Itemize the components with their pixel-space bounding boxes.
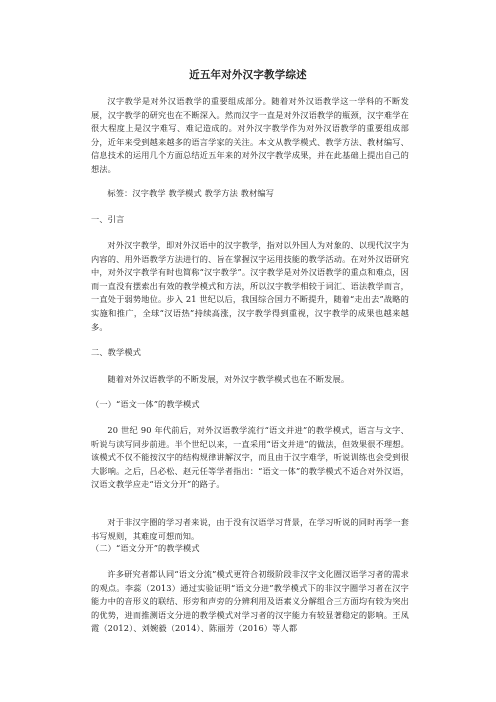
subsection-heading-unified-mode: （一）“语文一体”的教学模式 bbox=[91, 399, 200, 409]
teaching-mode-paragraph: 随着对外汉语教学的不断发展，对外汉字教学模式也在不断发展。 bbox=[107, 374, 350, 384]
subsection-heading-separated-mode: （二）“语文分开”的教学模式 bbox=[91, 543, 200, 553]
section-heading-teaching-mode: 二、教学模式 bbox=[91, 347, 142, 357]
introduction-paragraph: 对外汉字教学，即对外汉语中的汉字教学，指对以外国人为对象的、以现代汉字为内容的、用外语教学方法进行的、旨在掌握汉字运用技能的教学活动。在对外汉语研究中，对外汉字教学有时也简称“汉字教学”。汉字教学是对外汉语教学的重点和难点，因而一直没有摆索出有效的教学模式和方法，所以汉字教学相较于词汇、语法教学而言，一直处于弱势地位。步入 21 世纪以后，我国综合国力不断提升，随着“走出去”战略的实施和推广，全球“汉语热”持续高涨，汉字教学得到重视，汉字教学的成果也越来越多。 bbox=[91, 240, 409, 332]
section-heading-introduction: 一、引言 bbox=[91, 214, 125, 224]
document-title: 近五年对外汉字教学综述 bbox=[189, 69, 307, 81]
unified-mode-paragraph: 20 世纪 90 年代前后，对外汉语教学流行“语文并进”的教学模式，语言与文字、听说与读写同步前进。半个世纪以来，一直采用“语文并进”的做法，但效果很不理想。该模式不仅不能按汉字的结构规律讲解汉字，而且由于汉字难学，听说训练也会受到很大影响。之后，吕必松、赵元任等学者指出：“语文一体”的教学模式不适合对外汉语，汉语文教学应走“语文分开”的路子。 bbox=[91, 425, 409, 490]
separated-mode-paragraph: 许多研究者都认同“语文分流”模式更符合初级阶段非汉字文化圈汉语学习者的需求的观点。李蕊（2013）通过实验证明“语文分进”教学模式下的非汉字圈学习者在汉字能力中的音形义的联结、形旁和声旁的分辨利用及语素义分解组合三方面均有较为突出的优势，进而推测语文分进的教学模式对学习者的汉字能力有较显著稳定的影响。王凤霞（2012）、刘婉毅（2014）、陈丽芳（2016）等人都 bbox=[91, 569, 409, 634]
abstract-paragraph: 汉字教学是对外汉语教学的重要组成部分。随着对外汉语教学这一学科的不断发展，汉字教学的研究也在不断深入。然而汉字一直是对外汉语教学的瓶颈，汉字难学在很大程度上是汉字难写、难记造成的。对外汉字教学作为对外汉语教学的重要组成部分，近年来受到越来越多的语言学家的关注。本文从教学模式、教学方法、教材编写、信息技术的运用几个方面总结近五年来的对外汉字教学成果，并在此基础上提出自己的想法。 bbox=[91, 96, 409, 174]
keywords-line: 标签：汉字教学 教学模式 教学方法 教材编写 bbox=[107, 188, 275, 198]
non-character-circle-paragraph: 对于非汉字圈的学习者来说，由于没有汉语学习背景，在学习听说的同时再学一套书写规则，其难度可想而知。 bbox=[91, 517, 409, 541]
